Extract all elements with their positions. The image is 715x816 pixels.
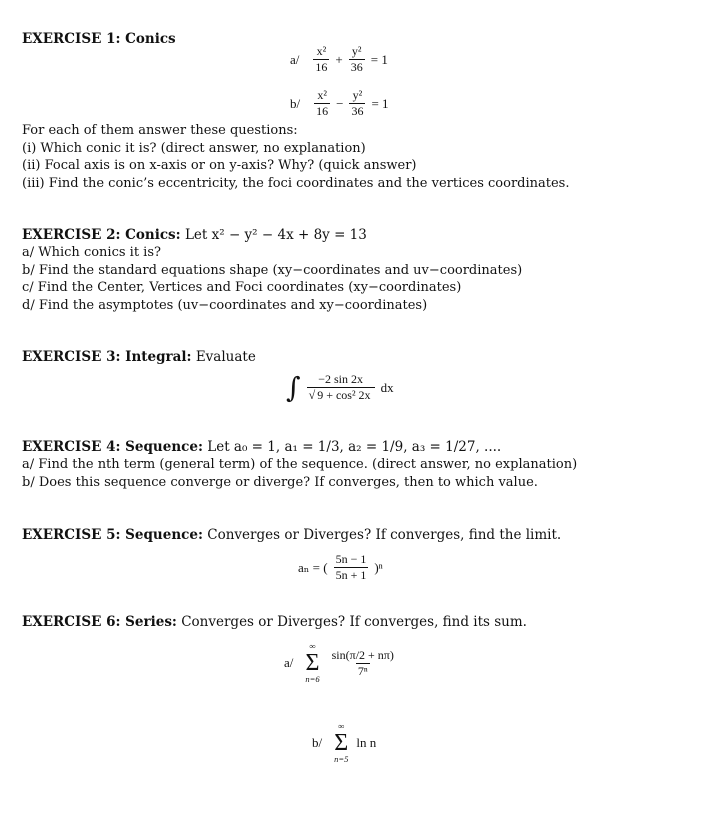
integral-sign: ∫ <box>286 370 301 404</box>
ex1-question-3: (iii) Find the conic’s eccentricity, the foci coordinates and the vertices coordinates. <box>22 175 570 191</box>
ex1-question-1: (i) Which conic it is? (direct answer, no explanation) <box>22 140 366 156</box>
ex6-series-a <box>284 642 398 684</box>
exercise-2-title: EXERCISE 2: Conics: Let x² − y² − 4x + 8y = 13 <box>22 227 367 243</box>
ex6-a-sigma: ∞ Σ n=6 <box>305 641 320 684</box>
exercise-6-title: EXERCISE 6: Series: Converges or Diverges? If converges, find its sum. <box>22 614 527 630</box>
ex2-part-d: d/ Find the asymptotes (uv−coordinates and xy−coordinates) <box>22 297 428 313</box>
ex1-b-label: b/ <box>290 95 301 111</box>
ex1-intro: For each of them answer these questions: <box>22 123 298 138</box>
ex3-fraction: $\frac{-2 \sin 2x}{\text{√ 9 + cos² 2x}}$ <box>307 372 375 403</box>
ex1-question-2: (ii) Focal axis is on x-axis or on y-axis? Why? (quick answer) <box>22 158 417 173</box>
ex1-b-frac2: $\frac{\text{y²}}{36}$ <box>351 88 364 118</box>
ex1-a-frac2: $\frac{\text{y²}}{36}$ <box>350 44 363 74</box>
ex6-series-b: b/ ∞ Σ n=5 ln n <box>312 721 377 764</box>
ex5-sequence-formula: aₙ = ( $\frac{5n - 1}{5n + 1}$ )ⁿ <box>298 552 383 582</box>
exercise-4-title: EXERCISE 4: Sequence: Let a₀ = 1, a₁ = 1/3, a₂ = 1/9, a₃ = 1/27, .... <box>22 439 502 455</box>
ex1-a-label: a/ <box>290 51 300 67</box>
ex6-a-fraction: $\frac{\sin(\pi/2 + n\pi)}{\text{7ⁿ}}$ <box>331 647 394 678</box>
ex2-part-b: b/ Find the standard equations shape (xy−coordinates and uv−coordinates) <box>22 262 523 278</box>
ex6-a-label: a/ <box>284 655 294 670</box>
ex1-equation-a: a/ $\frac{\text{x²}}{16}$ + $\frac{\text{y²}}{36}$ = 1 <box>290 44 388 74</box>
exercise-3-title: EXERCISE 3: Integral: Evaluate <box>22 349 256 365</box>
ex1-questions <box>22 122 702 192</box>
exercise-5-title: EXERCISE 5: Sequence: Converges or Diverges? If converges, find the limit. <box>22 527 562 543</box>
ex4-part-a: a/ Find the nth term (general term) of the sequence. (direct answer, no explanation) <box>22 457 578 472</box>
exercise-2 <box>22 226 702 314</box>
ex1-b-frac1: $\frac{\text{x²}}{16}$ <box>316 88 329 118</box>
ex6-b-label: b/ <box>312 735 323 750</box>
ex1-equation-b: b/ $\frac{\text{x²}}{16}$ − $\frac{\text{y²}}{36}$ = 1 <box>290 88 389 118</box>
ex2-part-a: a/ Which conics it is? <box>22 245 161 260</box>
ex1-a-frac1: $\frac{\text{x²}}{16}$ <box>315 44 328 74</box>
ex3-integral: ∫ $\frac{-2 \sin 2x}{\text{√ 9 + cos² 2x}}$ dx <box>286 370 394 404</box>
ex4-part-b: b/ Does this sequence converge or diverge? If converges, then to which value. <box>22 474 538 490</box>
exercise-1-title: EXERCISE 1: Conics <box>22 31 176 47</box>
ex5-fraction: $\frac{5n - 1}{5n + 1}$ <box>335 552 367 582</box>
ex6-b-sigma: ∞ Σ n=5 <box>334 721 349 764</box>
ex2-part-c: c/ Find the Center, Vertices and Foci coordinates (xy−coordinates) <box>22 280 462 295</box>
exercise-4 <box>22 438 702 491</box>
